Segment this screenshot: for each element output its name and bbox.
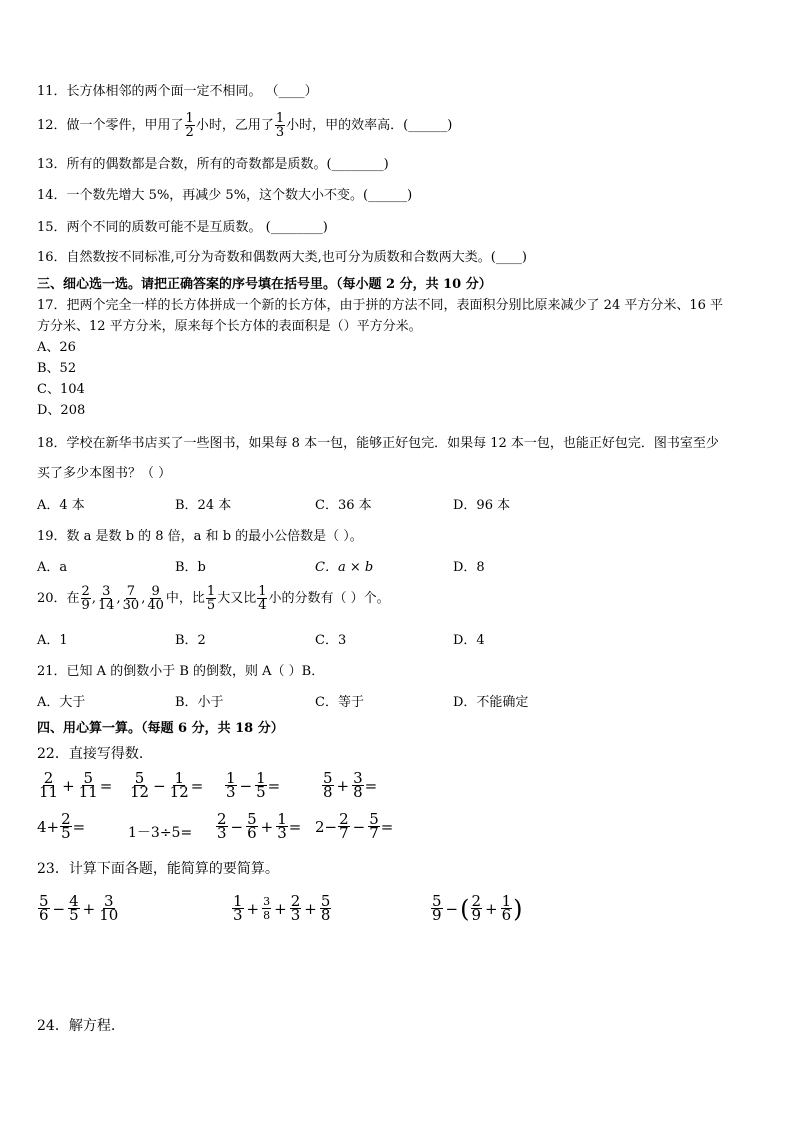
question-19: 19．数 a 是数 b 的 8 倍，a 和 b 的最小公倍数是（ ）。: [37, 529, 363, 544]
question-12: 12．做一个零件，甲用了 $\frac{1}{2}$ 小时，乙用了 $\frac{1}{3}$ 小时，甲的效率高．(______): [37, 111, 453, 140]
q17-option-a: A、26: [37, 340, 76, 355]
question-14: 14．一个数先增大 5%，再减少 5%，这个数大小不变。(______): [37, 188, 413, 203]
question-24: 24．解方程.: [37, 1018, 116, 1034]
question-13: 13．所有的偶数都是合数，所有的奇数都是质数。(________): [37, 157, 389, 172]
q17-option-b: B、52: [37, 361, 77, 376]
fraction: $\frac{1}{2}$: [185, 111, 194, 140]
q18-option-a: A．4 本: [37, 498, 85, 513]
q23-expr-1: $\frac{5}{6}$ − $\frac{4}{5}$ + $\frac{3}{10}$: [39, 892, 119, 924]
q19-option-a: A．a: [37, 560, 68, 575]
q22-expr-8: 2− $\frac{2}{7}$ − $\frac{5}{7}$ =: [315, 810, 394, 842]
q23-expr-2: $\frac{1}{3}$ + $\frac{3}{8}$ + $\frac{2}{3}$ + $\frac{5}{8}$: [233, 892, 331, 924]
fraction: $\frac{7}{30}$: [122, 584, 140, 613]
question-11: 11．长方体相邻的两个面一定不相同。 （____）: [37, 84, 318, 99]
q23-expr-3: $\frac{5}{9}$ − ( $\frac{2}{9}$ + $\frac{1}{6}$ ): [432, 892, 523, 924]
q22-expr-3: $\frac{1}{3}$ − $\frac{1}{5}$ =: [226, 769, 281, 801]
question-20: 20．在 $\frac{2}{9}$ , $\frac{3}{14}$ , $\frac{7}{30}$ , $\frac{9}{40}$ 中，比 $\frac{1}{5}$ 大又比 $\frac{1}{4}$ 小的分数有（ ）个。: [37, 584, 390, 613]
q21-option-c: C．等于: [315, 695, 364, 710]
q20-option-d: D．4: [453, 633, 485, 648]
q20-option-c: C．3: [315, 633, 347, 648]
fraction: $\frac{1}{4}$: [258, 584, 267, 613]
question-18-line1: 18．学校在新华书店买了一些图书，如果每 8 本一包，能够正好包完．如果每 12 本一包，也能正好包完．图书室至少: [37, 436, 719, 451]
q22-expr-2: $\frac{5}{12}$ − $\frac{1}{12}$ =: [130, 769, 204, 801]
question-15: 15．两个不同的质数可能不是互质数。 (________): [37, 220, 328, 235]
q22-expr-4: $\frac{5}{8}$ + $\frac{3}{8}$ =: [323, 769, 378, 801]
fraction: $\frac{1}{3}$: [275, 111, 285, 140]
q19-option-b: B．b: [175, 560, 206, 575]
q20-option-b: B．2: [175, 633, 206, 648]
fraction: $\frac{3}{14}$: [97, 584, 115, 613]
q21-option-d: D．不能确定: [453, 695, 529, 710]
question-22: 22．直接写得数.: [37, 746, 144, 762]
section-3-heading: 三、细心选一选。请把正确答案的序号填在括号里。（每小题 2 分，共 10 分）: [37, 277, 492, 292]
q21-option-b: B．小于: [175, 695, 224, 710]
question-23: 23．计算下面各题，能简算的要简算。: [37, 861, 279, 877]
question-21: 21．已知 A 的倒数小于 B 的倒数，则 A（ ）B．: [37, 664, 325, 679]
q18-option-c: C．36 本: [315, 498, 372, 513]
q22-expr-7: $\frac{2}{3}$ − $\frac{5}{6}$ + $\frac{1}{3}$ =: [217, 810, 302, 842]
section-4-heading: 四、用心算一算。（每题 6 分，共 18 分）: [37, 721, 284, 736]
q21-option-a: A．大于: [37, 695, 86, 710]
q22-expr-5: 4+ $\frac{2}{5}$ =: [37, 810, 86, 842]
question-17-line2: 方分米、12 平方分米，原来每个长方体的表面积是（）平方分米。: [37, 319, 422, 334]
question-17-line1: 17．把两个完全一样的长方体拼成一个新的长方体，由于拼的方法不同，表面积分别比原来减少了 24 平方分米、16 平: [37, 298, 724, 313]
q18-option-b: B．24 本: [175, 498, 232, 513]
q22-expr-1: $\frac{2}{11}$ + $\frac{5}{11}$ =: [39, 769, 113, 801]
question-18-line2: 买了多少本图书？（ ）: [37, 466, 172, 481]
q17-option-d: D、208: [37, 403, 86, 418]
q19-option-d: D．8: [453, 560, 485, 575]
question-16: 16．自然数按不同标准,可分为奇数和偶数两大类,也可分为质数和合数两大类。(____): [37, 250, 527, 265]
q17-option-c: C、104: [37, 382, 85, 397]
fraction: $\frac{9}{40}$: [147, 584, 164, 613]
fraction: $\frac{2}{9}$: [81, 584, 90, 613]
q20-option-a: A．1: [37, 633, 68, 648]
q22-expr-6: 1－3÷5=: [128, 825, 193, 841]
q19-option-c: C．a × b: [315, 560, 374, 575]
q18-option-d: D．96 本: [453, 498, 511, 513]
fraction: $\frac{1}{5}$: [206, 584, 216, 613]
